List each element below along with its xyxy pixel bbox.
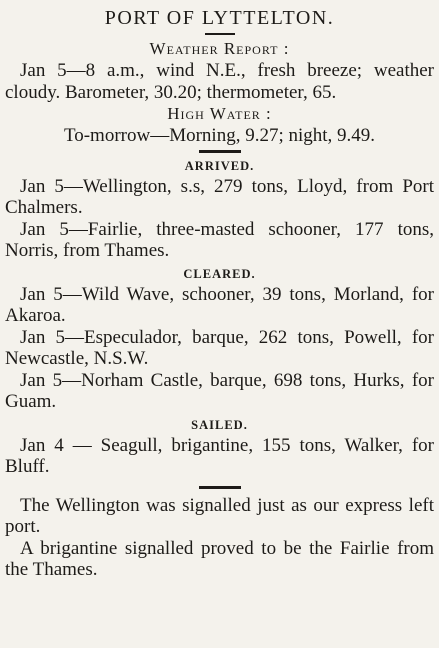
cleared-entry: Jan 5—Wild Wave, schooner, 39 tons, Morland, for Akaroa. [5, 283, 434, 326]
divider [205, 33, 235, 35]
tide-heading: High Water : [167, 104, 272, 123]
cleared-entry: Jan 5—Especulador, barque, 262 tons, Powell, for Newcastle, N.S.W. [5, 326, 434, 369]
page-title: PORT OF LYTTELTON. [104, 7, 335, 29]
divider [199, 486, 241, 489]
weather-text: Jan 5—8 a.m., wind N.E., fresh breeze; weather cloudy. Barometer, 30.20; thermometer, 65. [5, 60, 434, 103]
weather-heading: Weather Report : [149, 39, 290, 58]
arrived-entry: Jan 5—Fairlie, three-masted schooner, 177 tons, Norris, from Thames. [5, 218, 434, 261]
arrived-entry: Jan 5—Wellington, s.s, 279 tons, Lloyd, from Port Chalmers. [5, 175, 434, 218]
divider [199, 150, 241, 153]
sailed-heading: SAILED. [191, 417, 248, 432]
sailed-entry: Jan 4 — Seagull, brigantine, 155 tons, Walker, for Bluff. [5, 434, 434, 477]
cleared-heading: CLEARED. [183, 266, 256, 281]
tide-text: To-morrow—Morning, 9.27; night, 9.49. [63, 125, 376, 146]
arrived-heading: ARRIVED. [184, 158, 255, 173]
cleared-entry: Jan 5—Norham Castle, barque, 698 tons, Hurks, for Guam. [5, 369, 434, 412]
note-paragraph: A brigantine signalled proved to be the Fairlie from the Thames. [5, 537, 434, 580]
note-paragraph: The Wellington was signalled just as our express left port. [5, 494, 434, 537]
